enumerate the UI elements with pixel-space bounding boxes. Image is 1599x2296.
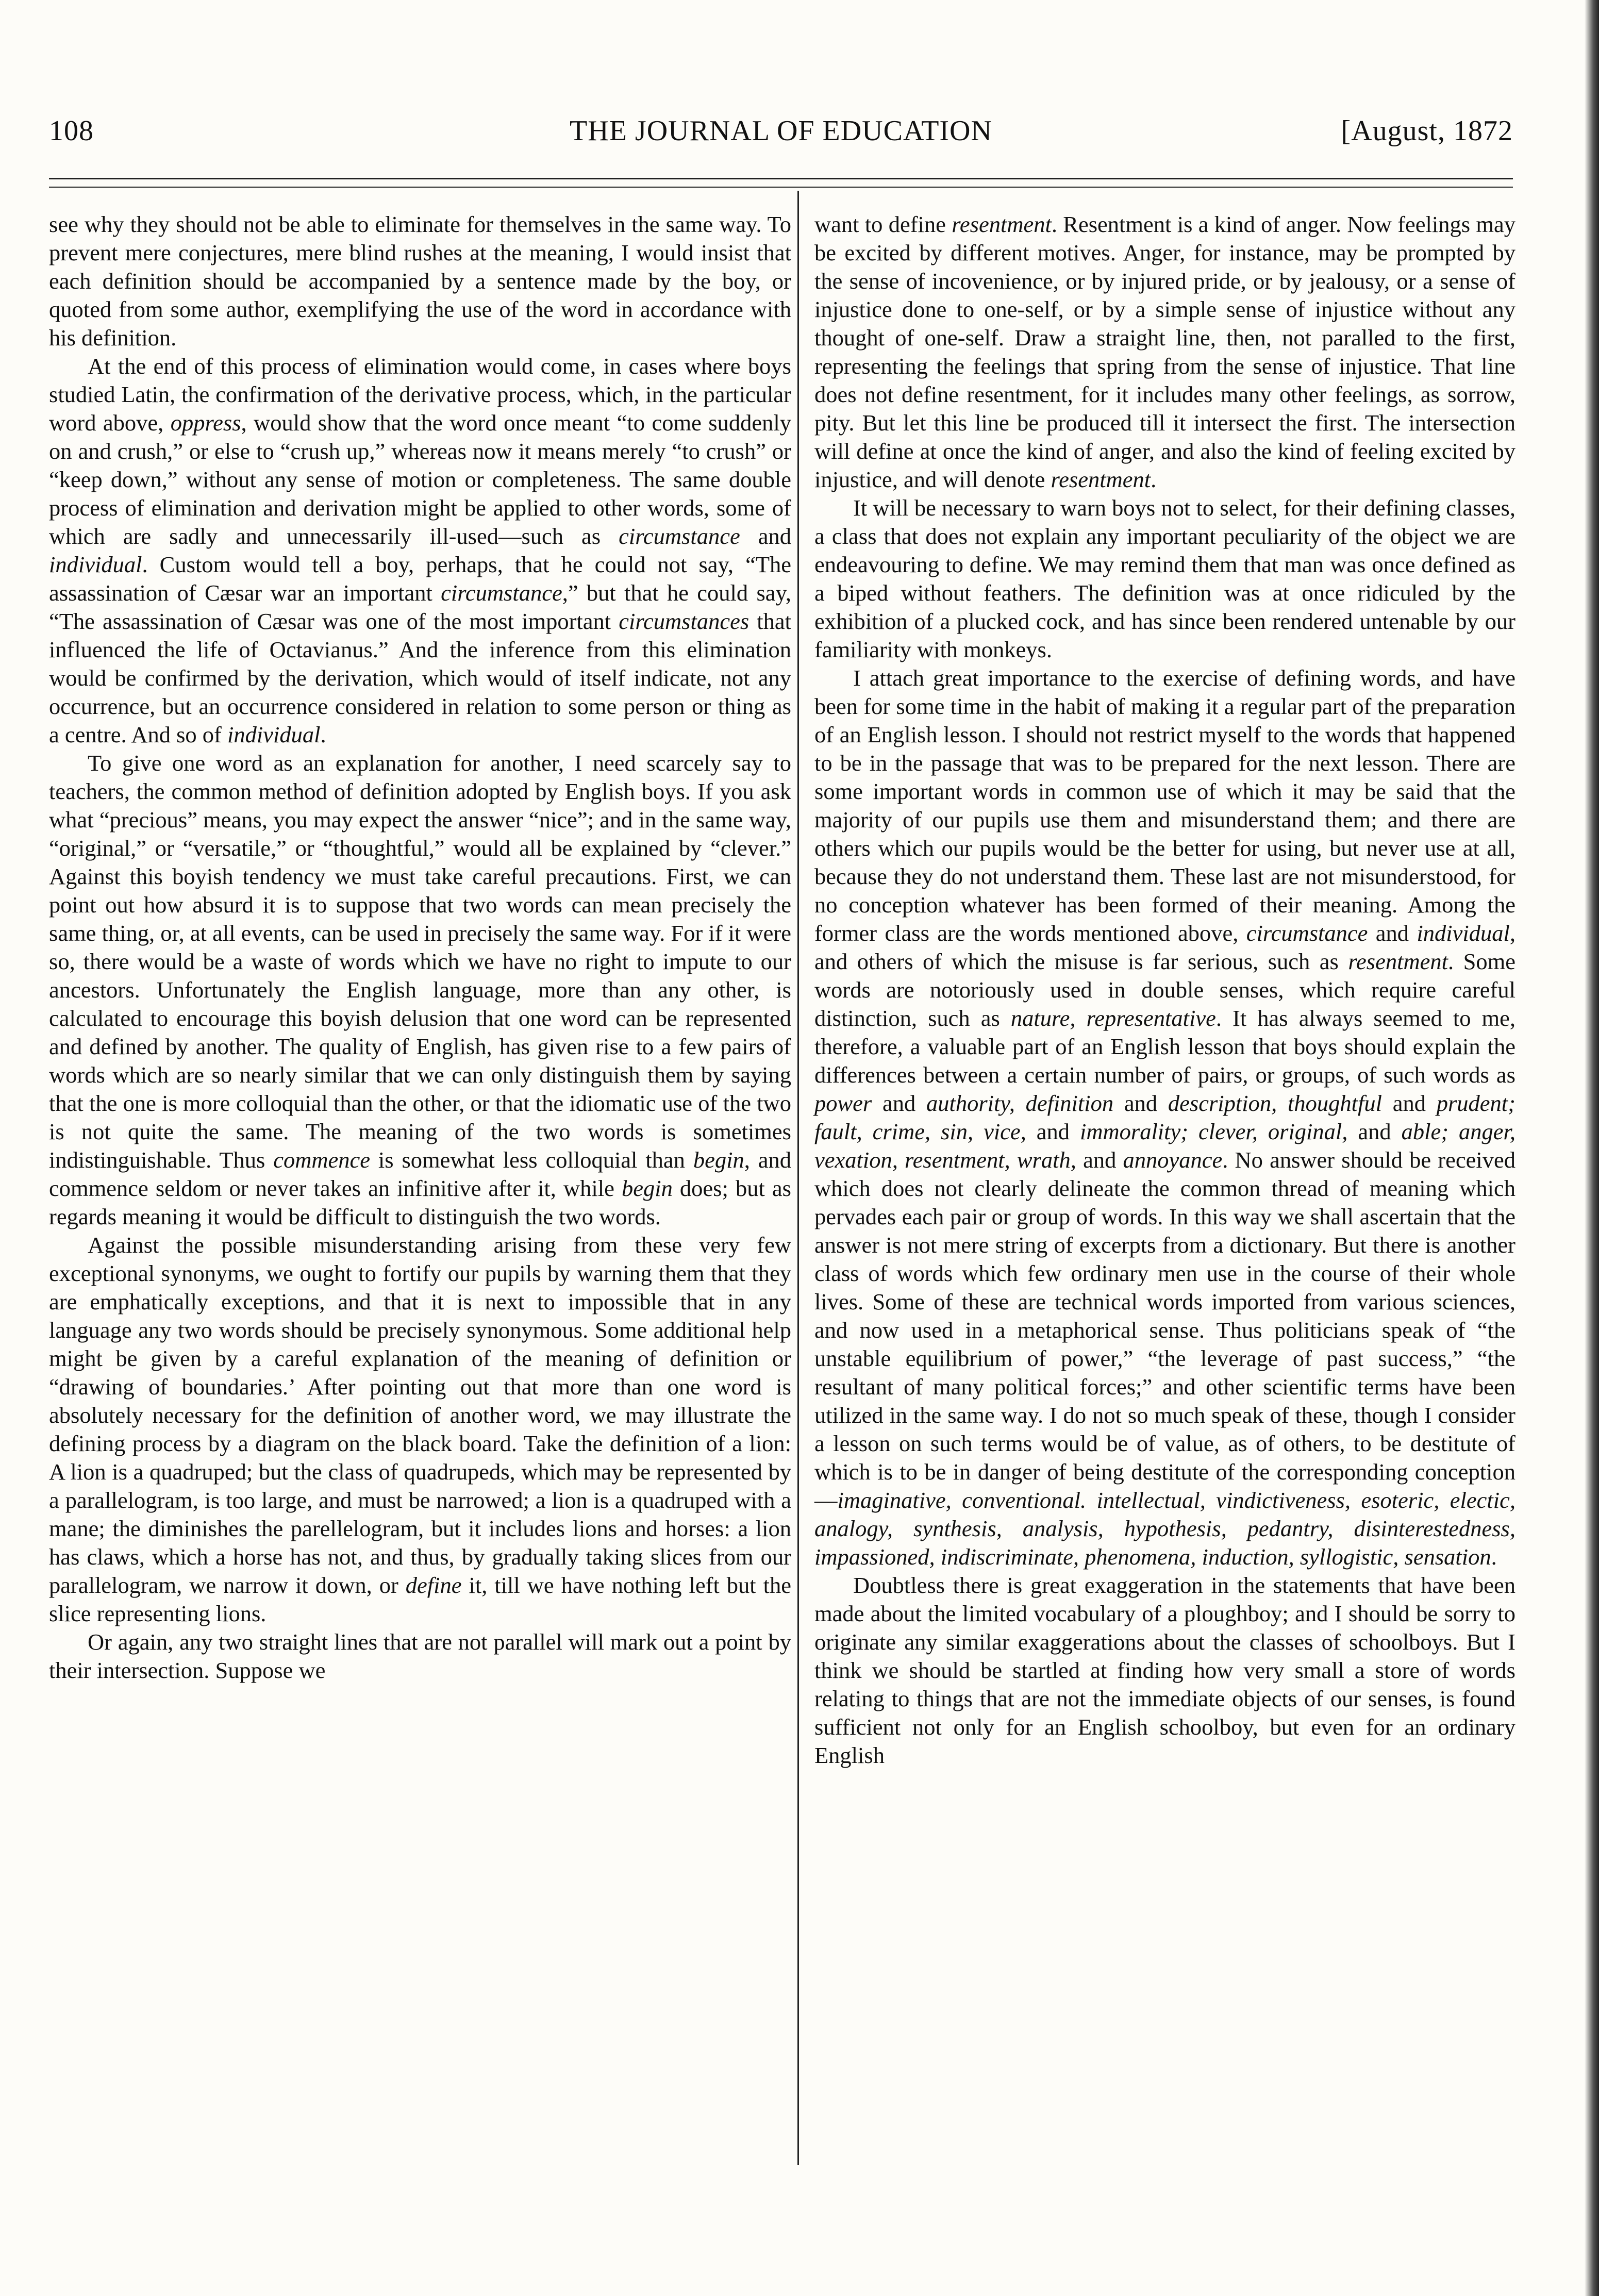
left-column bbox=[49, 210, 791, 1685]
header-rule bbox=[49, 178, 1513, 179]
paragraph: I attach great importance to the exercise of defining words, and have been for some time in the habit of making it a regular part of the preparation of an English lesson. I should not restrict myself to the words that happened to be in the passage that was to be prepared for the next lesson. There are some important words in common use of which it may be said that the majority of our pupils use them and misunderstand them; and there are others which our pupils would be the better for using, but never use at all, because they do not understand them. These last are not misunderstood, for no conception whatever has been formed of their meaning. Among the former class are the words mentioned above, circumstance and individual, and others of which the misuse is far serious, such as resentment. Some words are notoriously used in double senses, which require careful distinction, such as nature, representative. It has always seemed to me, therefore, a valuable part of an English lesson that boys should explain the differences between a certain number of pairs, or groups, of such words as power and authority, definition and description, thoughtful and prudent; fault, crime, sin, vice, and immorality; clever, original, and able; anger, vexation, resentment, wrath, and annoyance. No answer should be received which does not clearly delineate the common thread of meaning which pervades each pair or group of words. In this way we shall ascertain that the answer is not mere string of excerpts from a dictionary. But there is another class of words which few ordinary men use in the course of their whole lives. Some of these are technical words imported from various sciences, and now used in a metaphorical sense. Thus politicians speak of “the unstable equilibrium of power,” “the leverage of past success,” “the resultant of many political forces;” and other scientific terms have been utilized in the same way. I do not so much speak of these, though I consider a lesson on such terms would be of value, as of others, to be destitute of which is to be in danger of being destitute of the corresponding conception—imaginative, conventional. intellectual, vindictiveness, esoteric, electic, analogy, synthesis, analysis, hypothesis, pedantry, disinterestedness, impassioned, indiscriminate, phenomena, induction, syllogistic, sensation. bbox=[814, 665, 1516, 1570]
paragraph: It will be necessary to warn boys not to select, for their defining classes, a class that does not explain any important peculiarity of the object we are endeavouring to define. We may remind them that man was once defined as a biped without feathers. The definition was at once ridiculed by the exhibition of a plucked cock, and has since been rendered untenable by our familiarity with monkeys. bbox=[814, 495, 1515, 662]
paragraph: Doubtless there is great exaggeration in the statements that have been made about the limited vocabulary of a ploughboy; and I should be sorry to originate any similar exaggerations about the classes of schoolboys. But I think we should be startled at finding how very small a store of words relating to things that are not the immediate objects of our senses, is found sufficient not only for an English schoolboy, but even for an ordinary English bbox=[814, 1572, 1515, 1768]
paragraph: At the end of this process of elimination would come, in cases where boys studied Latin, the confirmation of the derivative process, which, in the particular word above, oppress, would show that the word once meant “to come suddenly on and crush,” or else to “crush up,” whereas now it means merely “to crush” or “keep down,” without any sense of motion or completeness. The same double process of elimination and derivation might be applied to other words, some of which are sadly and unnecessarily ill-used—such as circumstance and individual. Custom would tell a boy, perhaps, that he could not say, “The assassination of Cæsar war an important circumstance,” but that he could say, “The assassination of Cæsar was one of the most important circumstances that influenced the life of Octavianus.” And the inference from this elimination would be confirmed by the derivation, which would of itself indicate, not any occurrence, but an occurrence considered in relation to some person or thing as a centre. And so of individual. bbox=[49, 353, 792, 747]
paragraph: want to define resentment. Resentment is a kind of anger. Now feelings may be excited by different motives. Anger, for instance, may be prompted by the sense of incovenience, or by injured pride, or by jealousy, or a sense of injustice done to one-self, or by a simple sense of injustice without any thought of one-self. Draw a straight line, then, not paralled to the first, representing the feelings that spring from the sense of injustice. That line does not define resentment, for it includes many other feelings, as sorrow, pity. But let this line be produced till it intersect the first. The intersection will define at once the kind of anger, and also the kind of feeling excited by injustice, and will denote resentment. bbox=[814, 211, 1515, 492]
paragraph: To give one word as an explanation for another, I need scarcely say to teachers, the common method of definition adopted by English boys. If you ask what “precious” means, you may expect the answer “nice”; and in the same way, “original,” or “versatile,” or “thoughtful,” would all be explained by “clever.” Against this boyish tendency we must take careful precautions. First, we can point out how absurd it is to suppose that two words can mean precisely the same thing, or, at all events, can be used in precisely the same way. For if it were so, there would be a waste of words which we have no right to impute to our ancestors. Unfortunately the English language, more than any other, is calculated to encourage this boyish delusion that one word can be represented and defined by another. The quality of English, has given rise to a few pairs of words which are so nearly similar that we can only distinguish them by saying that the one is more colloquial than the other, or that the idiomatic use of the two is not quite the same. The meaning of the two words is sometimes indistinguishable. Thus commence is somewhat less colloquial than begin, and commence seldom or never takes an infinitive after it, while begin does; but as regards meaning it would be difficult to distinguish the two words. bbox=[49, 750, 791, 1229]
issue-date: [August, 1872 bbox=[1341, 115, 1513, 147]
right-column bbox=[814, 210, 1515, 1770]
running-header bbox=[49, 114, 1513, 156]
journal-title: THE JOURNAL OF EDUCATION bbox=[570, 115, 992, 147]
binding-edge bbox=[1585, 0, 1599, 2296]
column-divider bbox=[797, 191, 799, 2165]
page-number: 108 bbox=[49, 115, 94, 147]
header-rule-thin bbox=[49, 187, 1513, 188]
paragraph: see why they should not be able to eliminate for themselves in the same way. To prevent mere conjectures, mere blind rushes at the meaning, I would insist that each definition should be accompanied by a sentence made by the boy, or quoted from some author, exemplifying the use of the word in accordance with his definition. bbox=[49, 211, 791, 351]
paragraph: Or again, any two straight lines that are not parallel will mark out a point by their intersection. Suppose we bbox=[49, 1629, 791, 1683]
paragraph: Against the possible misunderstanding arising from these very few exceptional synonyms, we ought to fortify our pupils by warning them that they are emphatically exceptions, and that it is next to impossible that in any language any two words should be precisely synonymous. Some additional help might be given by a careful explanation of the meaning of definition or “drawing of boundaries.’ After pointing out that more than one word is absolutely necessary for the definition of another word, we may illustrate the defining process by a diagram on the black board. Take the definition of a lion: A lion is a quadruped; but the class of quadrupeds, which may be represented by a parallelogram, is too large, and must be narrowed; a lion is a quadruped with a mane; the diminishes the parellelogram, but it includes lions and horses: a lion has claws, which a horse has not, and thus, by gradually taking slices from our parallelogram, we narrow it down, or define it, till we have nothing left but the slice representing lions. bbox=[49, 1232, 791, 1626]
